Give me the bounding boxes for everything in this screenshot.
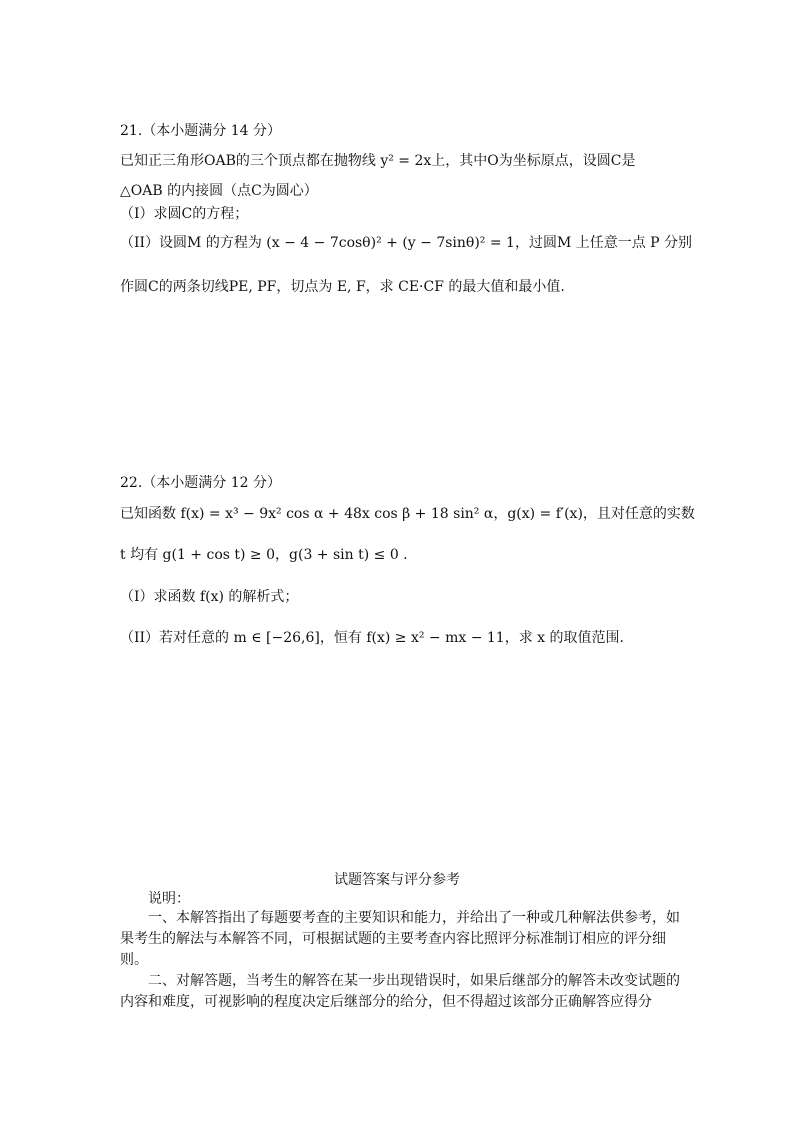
q22-header: 22.（本小题满分 12 分） [120, 475, 281, 491]
answers-paragraph-2 [120, 971, 680, 1013]
q21-statement-line1: 已知正三角形OAB的三个顶点都在抛物线 y² = 2x上，其中O为坐标原点，设圆C是 [120, 153, 636, 169]
q21-statement-line2: △OAB 的内接圆（点C为圆心） [120, 183, 318, 199]
answers-title: 试题答案与评分参考 [334, 872, 460, 888]
answers-note-label: 说明： [148, 891, 190, 907]
q21-statement-line3: 作圆C的两条切线PE, PF，切点为 E, F，求 CE·CF 的最大值和最小值. [120, 279, 565, 295]
q22-part2: （II）若对任意的 m ∈ [−26,6]，恒有 f(x) ≥ x² − mx − 11，求 x 的取值范围. [120, 630, 624, 646]
q21-part1: （I）求圆C的方程； [120, 206, 249, 222]
q21-header: 21.（本小题满分 14 分） [120, 123, 281, 139]
q21-part2: （II）设圆M 的方程为 (x − 4 − 7cosθ)² + (y − 7sinθ)² = 1，过圆M 上任意一点 P 分别 [120, 235, 693, 251]
answers-paragraph-1-text: 一、本解答指出了每题要考查的主要知识和能力，并给出了一种或几种解法供参考，如果考生的解法与本解答不同，可根据试题的主要考查内容比照评分标准制订相应的评分细则。 [120, 910, 680, 968]
q22-statement-line1: 已知函数 f(x) = x³ − 9x² cos α + 48x cos β + 18 sin² α，g(x) = f′(x)，且对任意的实数 [120, 506, 695, 522]
answers-paragraph-1 [120, 908, 680, 971]
answers-paragraph-2-text: 二、对解答题，当考生的解答在某一步出现错误时，如果后继部分的解答未改变试题的内容和难度，可视影响的程度决定后继部分的给分，但不得超过该部分正确解答应得分 [120, 973, 680, 1010]
q22-part1: （I）求函数 f(x) 的解析式； [120, 589, 299, 605]
q22-statement-line2: t 均有 g(1 + cos t) ≥ 0，g(3 + sin t) ≤ 0 . [120, 547, 408, 563]
